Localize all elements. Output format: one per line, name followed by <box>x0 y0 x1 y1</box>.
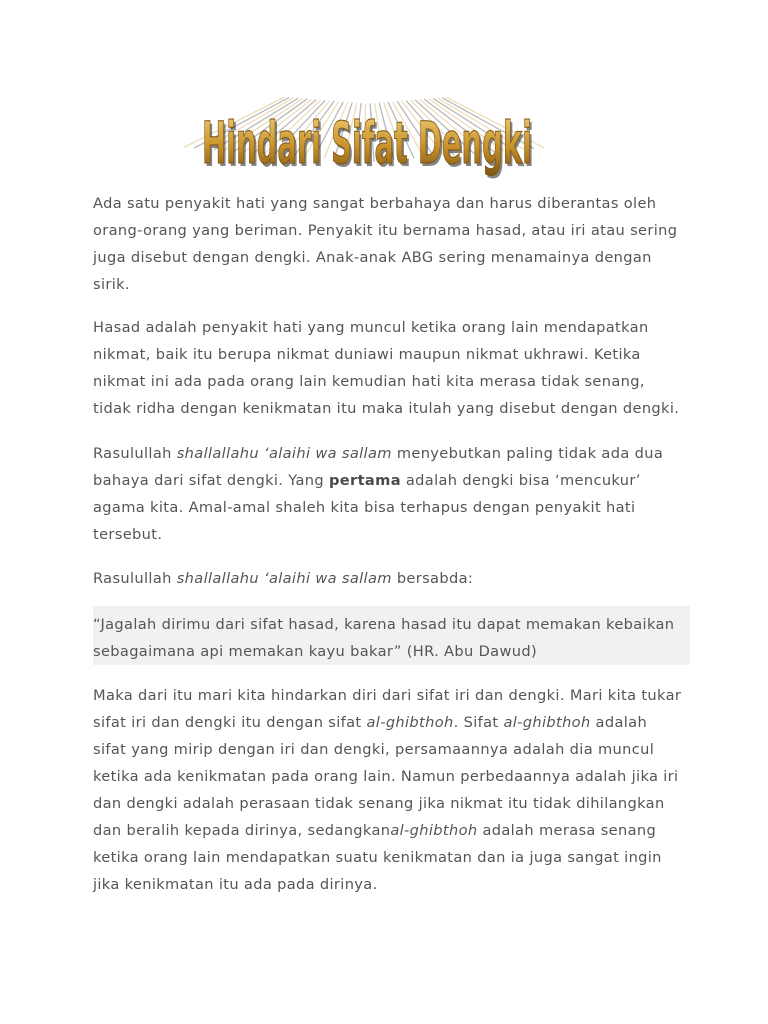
paragraph-4 <box>93 565 683 592</box>
paragraph-4-honorific: shallallahu ‘alaihi wa sallam <box>176 570 392 587</box>
hadith-quote-text: “Jagalah dirimu dari sifat hasad, karena hasad itu dapat memakan kebaikan sebagaimana api memakan kayu bakar” (HR. Abu Dawud) <box>93 616 675 660</box>
article-body <box>93 190 683 915</box>
paragraph-3-honorific: shallallahu ‘alaihi wa sallam <box>176 445 392 462</box>
paragraph-5-text: adalah merasa senang ketika orang lain mendapatkan suatu kenikmatan dan ia juga sangat ingin jika kenikmatan itu ada pada dirinya. <box>93 822 662 893</box>
paragraph-5-text: adalah sifat yang mirip dengan iri dan dengki, persamaannya adalah dia muncul ketika ada kenikmatan pada orang lain. Namun perbedaannya adalah jika iri dan dengki adalah perasaan tidak senang jika nikmat itu tidak dihilangkan dan beralih kepada dirinya, sedangkan <box>93 714 679 839</box>
paragraph-3-emphasis: pertama <box>329 472 401 489</box>
paragraph-5-term: al-ghibthoh <box>390 822 478 839</box>
paragraph-5-text: Maka dari itu mari kita hindarkan diri dari sifat iri dan dengki. Mari kita tukar sifat iri dan dengki itu dengan sifat <box>93 687 682 731</box>
paragraph-5-term: al-ghibthoh <box>366 714 454 731</box>
paragraph-3-text: adalah dengki bisa ‘mencukur’ agama kita. Amal-amal shaleh kita bisa terhapus dengan penyakit hati tersebut. <box>93 472 641 543</box>
wordart-title-shadow: Hindari Sifat Dengki <box>204 112 534 180</box>
paragraph-5 <box>93 682 683 898</box>
paragraph-3-text: Rasulullah <box>93 445 177 462</box>
paragraph-5-text: . Sifat <box>453 714 504 731</box>
wordart-title-text: Hindari Sifat Dengki <box>202 109 532 177</box>
hadith-quote-block <box>93 606 690 665</box>
paragraph-4-text: Rasulullah <box>93 570 177 587</box>
paragraph-2: Hasad adalah penyakit hati yang muncul ketika orang lain mendapatkan nikmat, baik itu berupa nikmat duniawi maupun nikmat ukhrawi. Ketika nikmat ini ada pada orang lain kemudian hati kita merasa tidak senang, tidak ridha dengan kenikmatan itu maka itulah yang disebut dengan dengki. <box>93 319 680 417</box>
wordart-title <box>180 96 554 188</box>
paragraph-1: Ada satu penyakit hati yang sangat berbahaya dan harus diberantas oleh orang-orang yang beriman. Penyakit itu bernama hasad, atau iri atau sering juga disebut dengan dengki. Anak-anak ABG sering menamainya dengan sirik. <box>93 195 678 293</box>
wordart-title-graphic <box>180 96 554 188</box>
paragraph-3 <box>93 440 683 548</box>
paragraph-5-term: al-ghibthoh <box>503 714 591 731</box>
paragraph-4-text: bersabda: <box>391 570 474 587</box>
paragraph-3-text: menyebutkan paling tidak ada dua bahaya dari sifat dengki. Yang <box>93 445 664 489</box>
